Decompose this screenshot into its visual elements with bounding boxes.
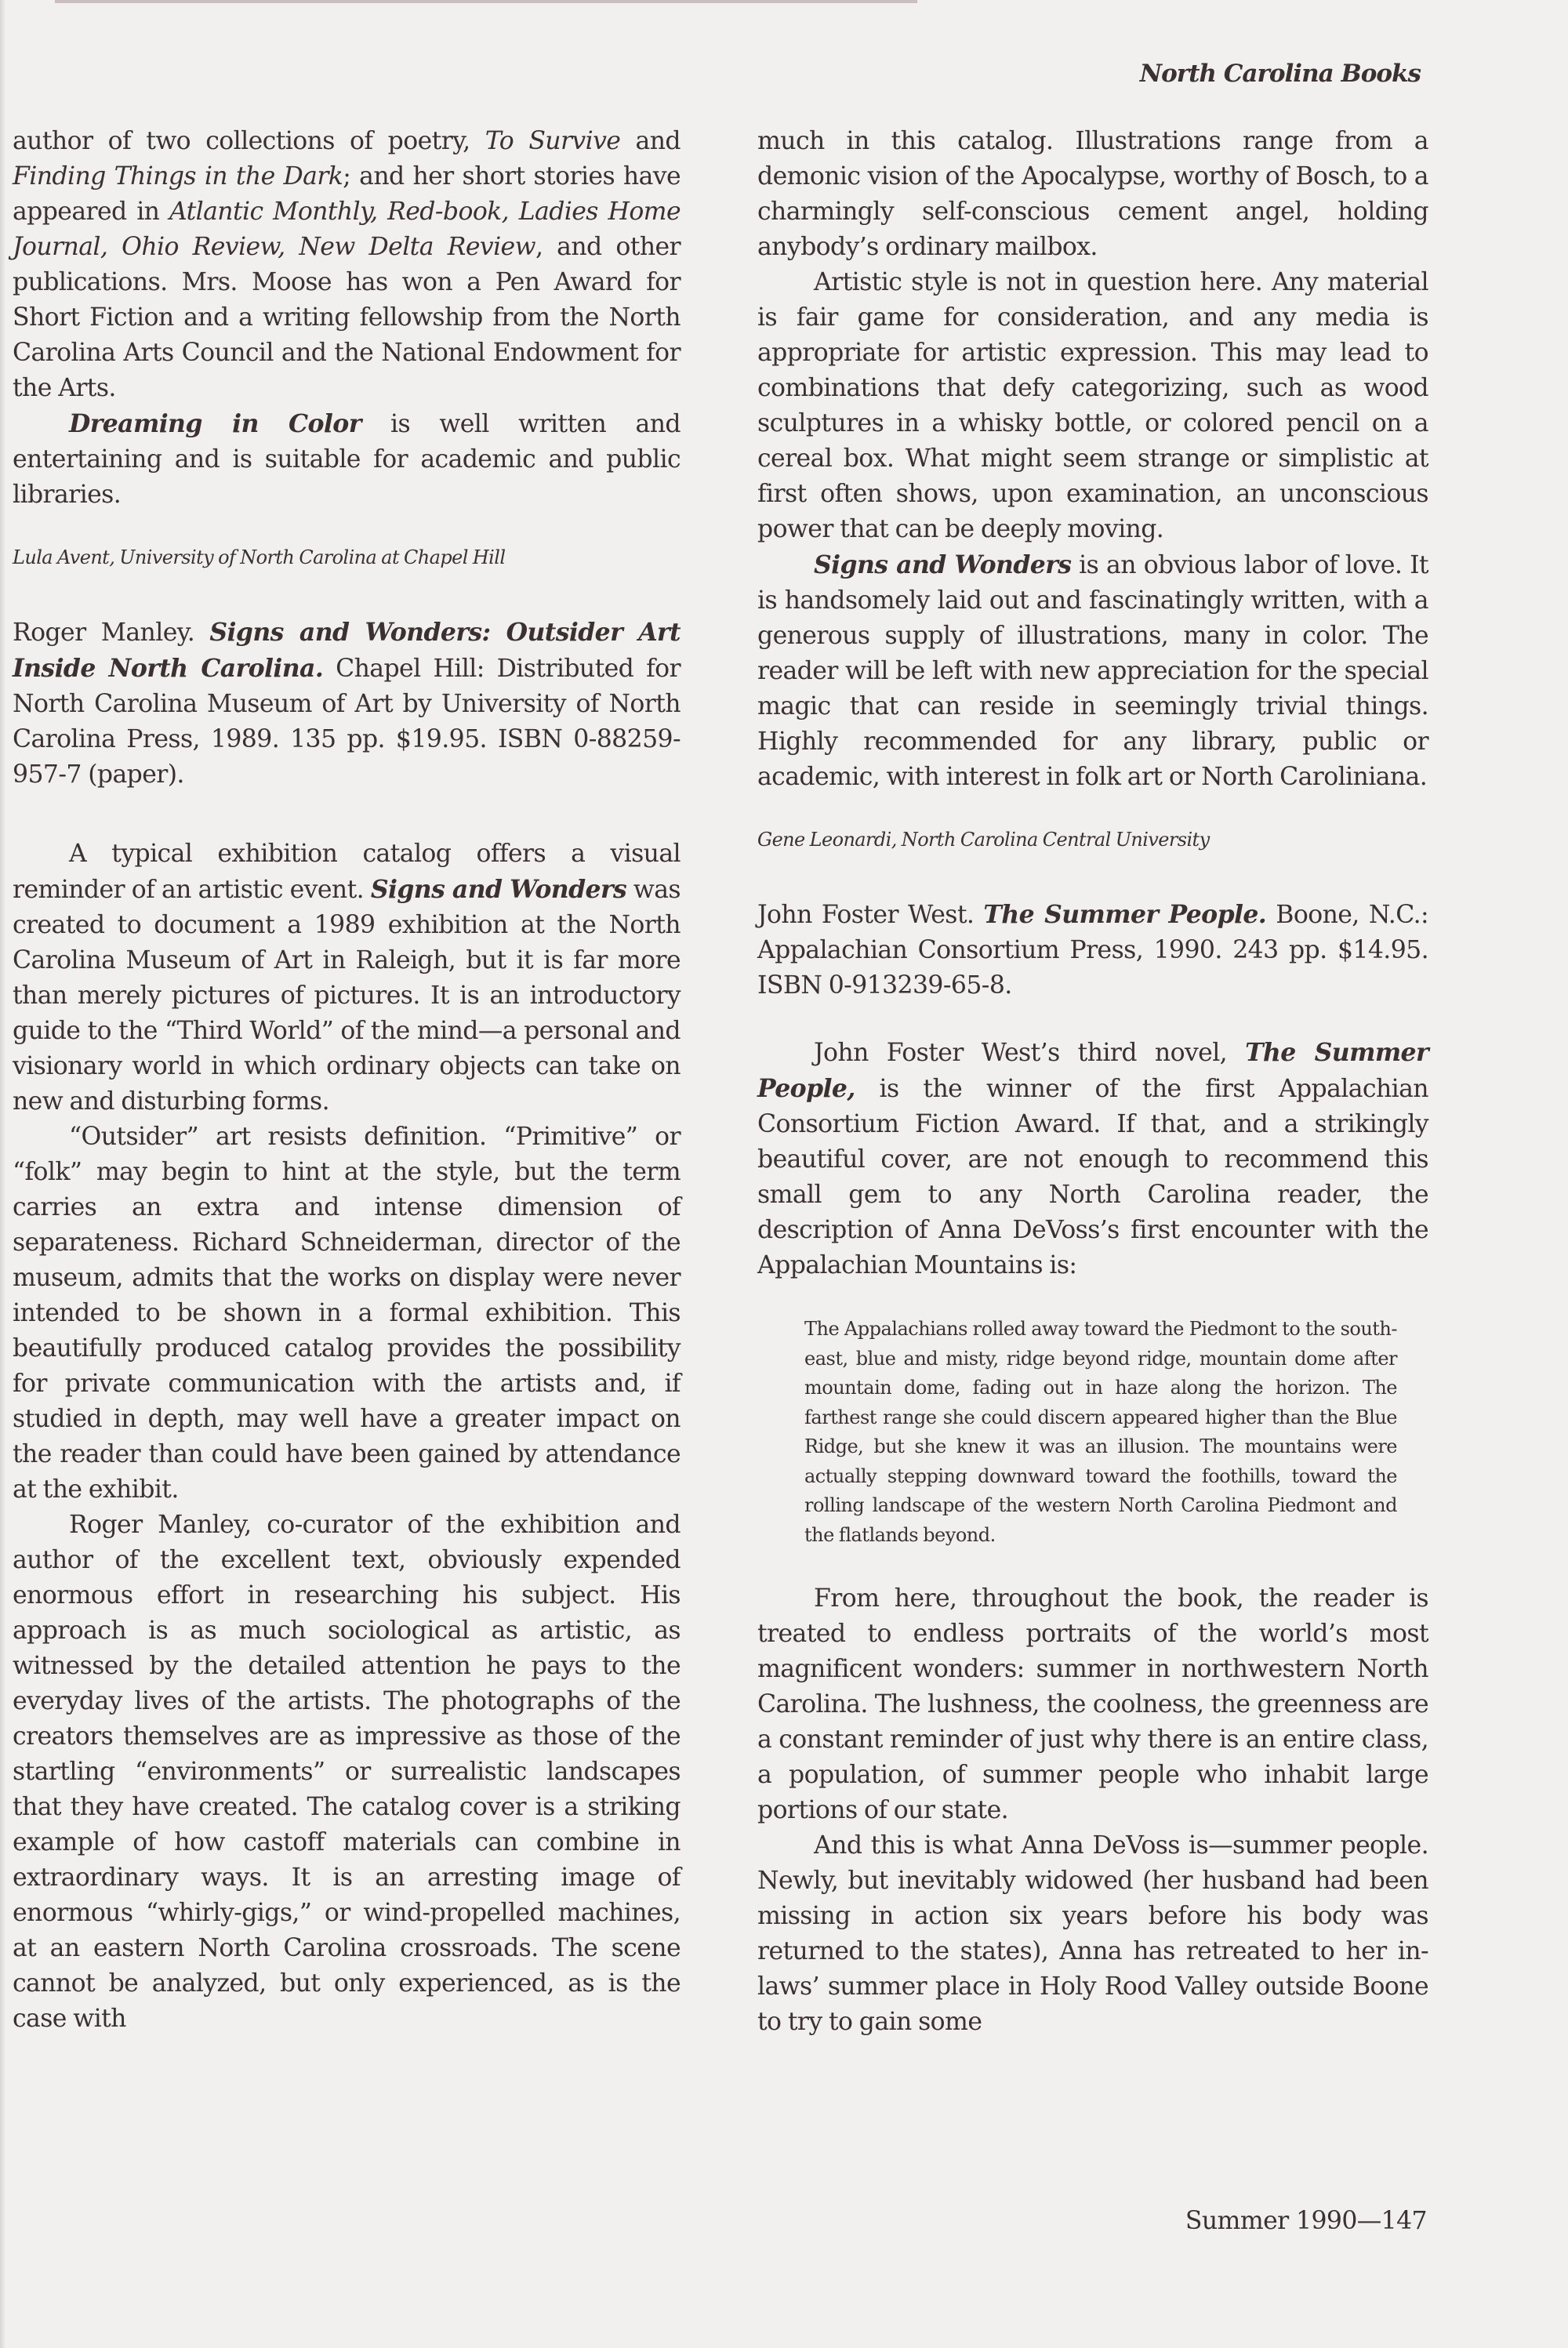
paragraph: A typical exhibition catalog offers a visual reminder of an artistic event. Signs and Wonders was created to document a 1989 exhibition at the North Carolina Museum of Art in Raleigh, but it is far more than merely pictures of pictures. It is an introductory guide to the “Third World” of the mind—a personal and visionary world in which ordinary objects can take on new and disturbing forms. [13,840,681,1116]
paragraph: Artistic style is not in question here. Any material is fair game for consideration, and any media is appropriate for artistic expression. This may lead to combinations that defy categorizing, such as wood sculptures in a whisky bottle, or colored pencil on a cereal box. What might seem strange or simplistic at first often shows, upon examination, an unconscious power that can be deeply moving. [757,268,1428,543]
book-title: Signs and Wonders: Outsider Art Inside North Carolina. [13,618,681,683]
reviewer-signature: Gene Leonardi, North Carolina Central University [757,829,1210,851]
paragraph: And this is what Anna DeVoss is—summer people. Newly, but inevitably widowed (her husband had been missing in action six years before his body was returned to the states), Anna has retreated to her in-laws’ summer place in Holy Rood Valley outside Boone to try to gain some [757,1831,1428,2036]
paragraph: author of two collections of poetry, To Survive and Finding Things in the Dark; and her short stories have appeared in Atlantic Monthly, Red-book, Ladies Home Journal, Ohio Review, New Delta Review, and other publications. Mrs. Moose has won a Pen Award for Short Fiction and a writing fellowship from the North Carolina Arts Council and the National Endowment for the Arts. [13,127,681,402]
book-title: Finding Things in the Dark [13,162,343,191]
paragraph: much in this catalog. Illustrations range from a demonic vision of the Apocalypse, worthy of Bosch, to a charmingly self-conscious cement angel, holding anybody’s ordinary mailbox. [757,127,1428,261]
bibliographic-citation: Roger Manley. Signs and Wonders: Outsider Art Inside North Carolina. Chapel Hill: Distributed for North Carolina Museum of Art by University of North Carolina Press, 1989. 135 pp. $19.95. ISBN 0-88259-957-7 (paper). [13,618,681,789]
running-head: North Carolina Books [1139,60,1421,88]
left-column [13,124,681,2037]
book-title: Signs and Wonders [814,550,1072,579]
reviewer-signature: Lula Avent, University of North Carolina at Chapel Hill [13,546,506,568]
book-title: The Summer People. [983,900,1267,929]
book-title: Dreaming in Color [69,409,361,438]
book-title: Signs and Wonders [370,875,627,904]
paragraph: Dreaming in Color is well written and entertaining and is suitable for academic and public libraries. [13,409,681,509]
book-title: The Summer People, [757,1038,1428,1103]
paragraph: From here, throughout the book, the reader is treated to endless portraits of the world’s most magnificent wonders: summer in northwestern North Carolina. The lushness, the coolness, the greenness are a constant reminder of just why there is an entire class, a population, of summer people who inhabit large portions of our state. [757,1584,1428,1824]
bibliographic-citation: John Foster West. The Summer People. Boone, N.C.: Appalachian Consortium Press, 1990. 243 pp. $14.95. ISBN 0-913239-65-8. [757,900,1428,1000]
book-title: To Survive [485,127,621,155]
page-edge [0,0,5,2348]
publication-list: Atlantic Monthly, Red-book, Ladies Home Journal, Ohio Review, New Delta Review [13,198,681,261]
page-number: Summer 1990—147 [1185,2207,1427,2235]
paragraph: Roger Manley, co-curator of the exhibition and author of the excellent text, obviously expended enormous effort in researching his subject. His approach is as much sociological as artistic, as witnessed by the detailed attention he pays to the everyday lives of the artists. The photographs of the creators themselves are as impressive as those of the startling “environments” or surrealistic landscapes that they have created. The catalog cover is a striking example of how castoff materials can combine in extraordinary ways. It is an arresting image of enormous “whirly-gigs,” or wind-propelled machines, at an eastern North Carolina crossroads. The scene cannot be analyzed, but only experienced, as is the case with [13,1511,681,2033]
block-quote: The Appalachians rolled away toward the Piedmont to the south-east, blue and misty, ridge beyond ridge, mountain dome after mountain dome, fading out in haze along the horizon. The farthest range she could discern appeared higher than the Blue Ridge, but she knew it was an illusion. The mountains were actually stepping downward toward the foothills, toward the rolling landscape of the western North Carolina Piedmont and the flatlands beyond. [804,1318,1397,1546]
paragraph: John Foster West’s third novel, The Summer People, is the winner of the first Appalachian Consortium Fiction Award. If that, and a strikingly beautiful cover, are not enough to recommend this small gem to any North Carolina reader, the description of Anna DeVoss’s first encounter with the Appalachian Mountains is: [757,1038,1428,1279]
page-edge-top [55,0,917,3]
paragraph: Signs and Wonders is an obvious labor of love. It is handsomely laid out and fascinatingly written, with a generous supply of illustrations, many in color. The reader will be left with new appreciation for the special magic that can reside in seemingly trivial things. Highly recommended for any library, public or academic, with interest in folk art or North Caroliniana. [757,550,1428,791]
right-column [757,124,1428,2040]
paragraph: “Outsider” art resists definition. “Primitive” or “folk” may begin to hint at the style, but the term carries an extra and intense dimension of separateness. Richard Schneiderman, director of the museum, admits that the works on display were never intended to be shown in a formal exhibition. This beautifully produced catalog provides the possibility for private communication with the artists and, if studied in depth, may well have a greater impact on the reader than could have been gained by attendance at the exhibit. [13,1123,681,1504]
